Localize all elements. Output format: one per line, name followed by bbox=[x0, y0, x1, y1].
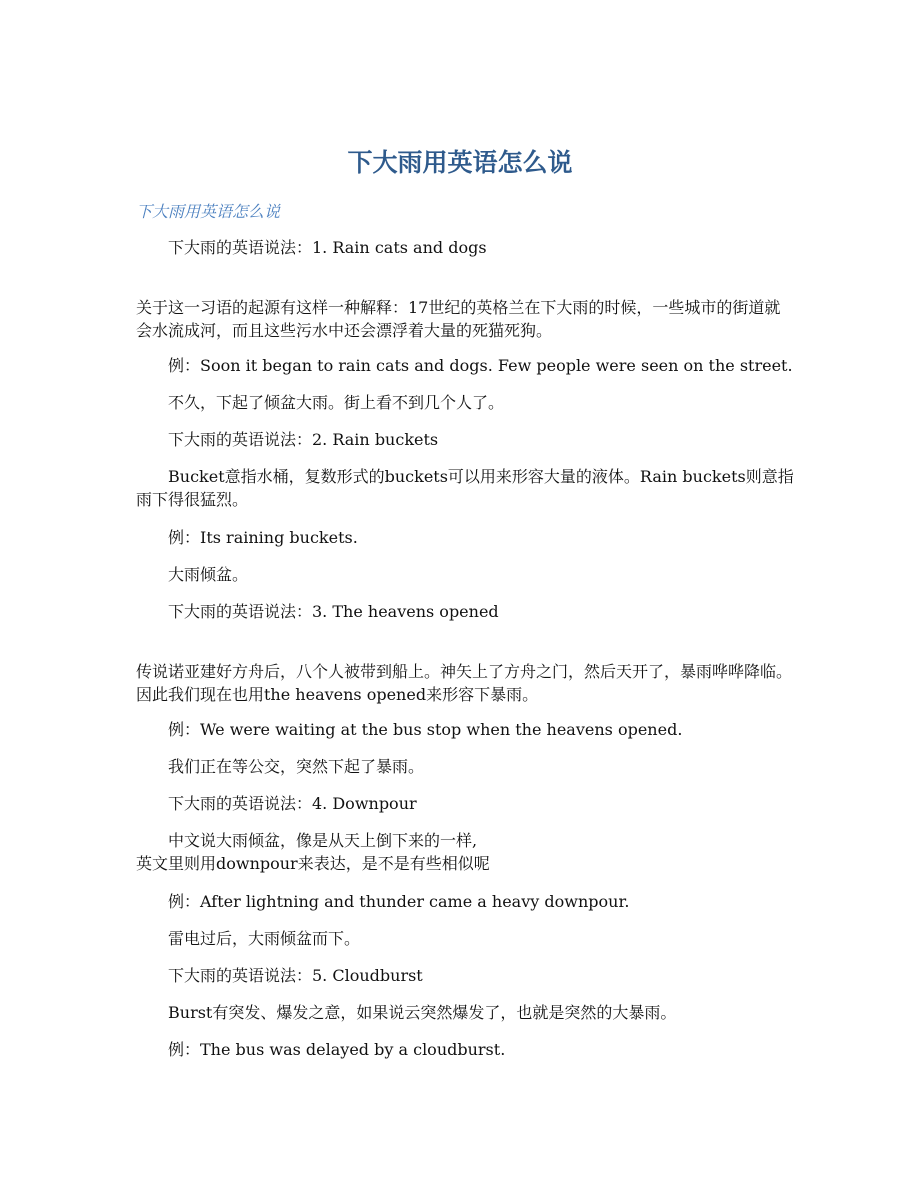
paragraph: 下大雨的英语说法：5. Cloudburst bbox=[136, 966, 423, 985]
document-subtitle: 下大雨用英语怎么说 bbox=[136, 202, 281, 221]
paragraph: 关于这一习语的起源有这样一种解释：17世纪的英格兰在下大雨的时候，一些城市的街道就会水流成河，而且这些污水中还会漂浮着大量的死猫死狗。 bbox=[136, 298, 781, 340]
document-title: 下大雨用英语怎么说 bbox=[347, 148, 573, 177]
paragraph: 我们正在等公交，突然下起了暴雨。 bbox=[136, 757, 425, 776]
paragraph: 下大雨的英语说法：4. Downpour bbox=[136, 794, 417, 813]
paragraph: 大雨倾盆。 bbox=[136, 565, 249, 584]
paragraph: 例：Soon it began to rain cats and dogs. Few people were seen on the street. bbox=[136, 356, 793, 375]
paragraph: 下大雨的英语说法：2. Rain buckets bbox=[136, 430, 439, 449]
paragraph: Burst有突发、爆发之意，如果说云突然爆发了，也就是突然的大暴雨。 bbox=[136, 1003, 677, 1022]
paragraph: 例：Its raining buckets. bbox=[136, 528, 358, 547]
paragraph: 下大雨的英语说法：3. The heavens opened bbox=[136, 602, 499, 621]
paragraph: Bucket意指水桶，复数形式的buckets可以用来形容大量的液体。Rain buckets则意指雨下得很猛烈。 bbox=[136, 467, 794, 509]
paragraph: 例：The bus was delayed by a cloudburst. bbox=[136, 1040, 506, 1059]
paragraph: 中文说大雨倾盆，像是从天上倒下来的一样, 英文里则用downpour来表达，是不是有些相似呢 bbox=[136, 831, 490, 873]
paragraph: 雷电过后，大雨倾盆而下。 bbox=[136, 929, 361, 948]
paragraph: 不久，下起了倾盆大雨。街上看不到几个人了。 bbox=[136, 393, 505, 412]
paragraph: 传说诺亚建好方舟后，八个人被带到船上。神矢上了方舟之门，然后天开了，暴雨哗哗降临。因此我们现在也用the heavens opened来形容下暴雨。 bbox=[136, 662, 793, 704]
paragraph: 例：We were waiting at the bus stop when the heavens opened. bbox=[136, 720, 683, 739]
paragraph: 例：After lightning and thunder came a heavy downpour. bbox=[136, 892, 630, 911]
paragraph: 下大雨的英语说法：1. Rain cats and dogs bbox=[136, 238, 487, 257]
